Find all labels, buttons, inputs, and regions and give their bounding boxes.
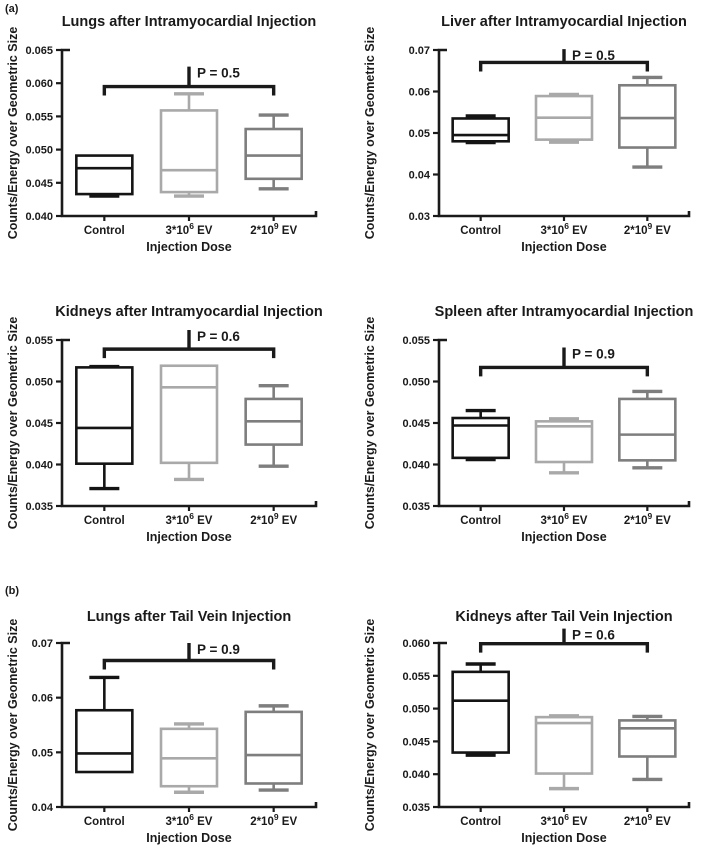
y-tick-label: 0.055 (402, 670, 430, 683)
box-2-10-9-ev (246, 115, 302, 189)
y-axis-label: Counts/Energy over Geometric Size (6, 618, 20, 832)
y-tick-label: 0.07 (408, 45, 430, 57)
x-axis-label: Injection Dose (146, 240, 232, 254)
y-axis-label: Counts/Energy over Geometric Size (363, 316, 377, 530)
x-category-label: $3*10^6$ EV (540, 221, 588, 237)
box-3-10-6-ev (536, 716, 592, 789)
x-axis-label: Injection Dose (521, 240, 607, 254)
x-category-label: $3*10^6$ EV (165, 812, 213, 828)
y-tick-label: 0.055 (25, 111, 53, 124)
y-tick-label: 0.045 (402, 736, 430, 749)
y-tick-label: 0.055 (402, 335, 430, 347)
y-tick-label: 0.040 (402, 459, 430, 472)
y-tick-label: 0.05 (408, 128, 430, 140)
y-tick-label: 0.050 (25, 376, 53, 389)
box-control (453, 411, 509, 460)
lungs-tail-vein-chart (0, 565, 354, 850)
x-category-label: $3*10^6$ EV (540, 812, 588, 828)
p-value-label: P = 0.6 (572, 627, 615, 643)
significance-bracket (481, 49, 648, 71)
significance-bracket (481, 347, 648, 376)
box-control (76, 367, 132, 489)
kidneys-tail-vein-chart (355, 565, 709, 850)
box-control (76, 677, 132, 772)
box-2-10-9-ev (619, 391, 675, 467)
iqr-box (161, 110, 217, 192)
box-3-10-6-ev (161, 724, 217, 792)
chart-title: Lungs after Tail Vein Injection (86, 609, 292, 625)
x-category-label: $2*10^9$ EV (250, 511, 298, 527)
iqr-box (453, 418, 509, 458)
iqr-box (246, 129, 302, 179)
box-control (76, 156, 132, 197)
boxplot-panel-kidneys-intramyocardial (0, 290, 354, 575)
box-3-10-6-ev (161, 366, 217, 480)
boxplot-panel-lungs-tail-vein (0, 565, 354, 850)
x-category-label: $2*10^9$ EV (250, 812, 298, 828)
y-axis-label: Counts/Energy over Geometric Size (363, 618, 377, 832)
y-tick-label: 0.06 (408, 86, 430, 99)
box-control (453, 116, 509, 143)
y-axis-label: Counts/Energy over Geometric Size (6, 26, 20, 240)
y-tick-label: 0.04 (31, 802, 53, 814)
x-category-label: Control (83, 515, 125, 527)
iqr-box (246, 712, 302, 784)
y-axis-label: Counts/Energy over Geometric Size (363, 26, 377, 240)
y-tick-label: 0.07 (31, 638, 53, 650)
iqr-box (161, 366, 217, 463)
chart-title: Spleen after Intramyocardial Injection (434, 304, 694, 320)
chart-title: Kidneys after Tail Vein Injection (455, 609, 673, 625)
x-category-label: $2*10^9$ EV (623, 812, 671, 828)
y-tick-label: 0.050 (25, 144, 53, 157)
significance-bracket (104, 643, 273, 669)
iqr-box (76, 710, 132, 772)
p-value-label: P = 0.9 (572, 346, 615, 362)
significance-bracket (104, 67, 273, 96)
boxplot-panel-lungs-intramyocardial (0, 0, 354, 285)
lungs-intramyocardial-chart (0, 0, 354, 285)
iqr-box (453, 672, 509, 753)
iqr-box (619, 720, 675, 756)
y-tick-label: 0.060 (402, 638, 430, 650)
y-tick-label: 0.050 (402, 376, 430, 389)
x-axis-label: Injection Dose (146, 831, 232, 845)
y-tick-label: 0.035 (402, 802, 430, 814)
box-control (453, 664, 509, 755)
boxplot-panel-liver-intramyocardial (355, 0, 709, 285)
y-tick-label: 0.040 (402, 769, 430, 782)
x-category-label: Control (83, 225, 125, 237)
y-tick-label: 0.045 (402, 418, 430, 430)
box-2-10-9-ev (619, 77, 675, 167)
x-category-label: Control (83, 816, 125, 828)
y-tick-label: 0.040 (25, 211, 53, 223)
y-tick-label: 0.045 (25, 418, 53, 430)
y-tick-label: 0.06 (31, 692, 53, 705)
y-tick-label: 0.045 (25, 177, 53, 190)
iqr-box (76, 156, 132, 195)
y-tick-label: 0.050 (402, 703, 430, 716)
box-2-10-9-ev (246, 386, 302, 467)
y-tick-label: 0.035 (25, 501, 53, 513)
p-value-label: P = 0.5 (197, 65, 240, 81)
x-category-label: $2*10^9$ EV (623, 221, 671, 237)
spleen-intramyocardial-chart (355, 290, 709, 575)
x-category-label: $2*10^9$ EV (250, 221, 298, 237)
boxplot-panel-spleen-intramyocardial (355, 290, 709, 575)
iqr-box (619, 399, 675, 460)
y-tick-label: 0.040 (25, 459, 53, 472)
chart-title: Liver after Intramyocardial Injection (441, 14, 687, 30)
x-category-label: Control (460, 515, 502, 527)
box-2-10-9-ev (619, 716, 675, 779)
box-3-10-6-ev (536, 419, 592, 473)
x-category-label: Control (460, 816, 502, 828)
kidneys-intramyocardial-chart (0, 290, 354, 575)
box-3-10-6-ev (161, 94, 217, 196)
boxplot-panel-kidneys-tail-vein (355, 565, 709, 850)
p-value-label: P = 0.5 (572, 48, 615, 64)
iqr-box (76, 367, 132, 463)
y-tick-label: 0.035 (402, 501, 430, 513)
iqr-box (536, 717, 592, 773)
box-2-10-9-ev (246, 706, 302, 790)
x-axis-label: Injection Dose (521, 530, 607, 544)
box-3-10-6-ev (536, 94, 592, 142)
chart-title: Lungs after Intramyocardial Injection (61, 14, 317, 30)
chart-title: Kidneys after Intramyocardial Injection (55, 304, 323, 320)
y-axis-label: Counts/Energy over Geometric Size (6, 316, 20, 530)
p-value-label: P = 0.6 (197, 329, 240, 345)
x-category-label: $3*10^6$ EV (165, 221, 213, 237)
iqr-box (619, 85, 675, 147)
iqr-box (453, 118, 509, 141)
significance-bracket (481, 629, 648, 653)
section-a-label: (a) (5, 3, 19, 15)
liver-intramyocardial-chart (355, 0, 709, 285)
x-axis-label: Injection Dose (146, 530, 232, 544)
x-category-label: Control (460, 225, 502, 237)
x-category-label: $3*10^6$ EV (540, 511, 588, 527)
y-tick-label: 0.05 (31, 747, 53, 760)
y-tick-label: 0.03 (408, 211, 430, 223)
x-category-label: $2*10^9$ EV (623, 511, 671, 527)
y-tick-label: 0.060 (25, 78, 53, 91)
significance-bracket (104, 330, 273, 358)
x-category-label: $3*10^6$ EV (165, 511, 213, 527)
y-tick-label: 0.065 (25, 45, 53, 57)
x-axis-label: Injection Dose (521, 831, 607, 845)
p-value-label: P = 0.9 (197, 642, 240, 657)
y-tick-label: 0.055 (25, 335, 53, 347)
section-b-label: (b) (5, 585, 20, 597)
y-tick-label: 0.04 (408, 169, 430, 182)
